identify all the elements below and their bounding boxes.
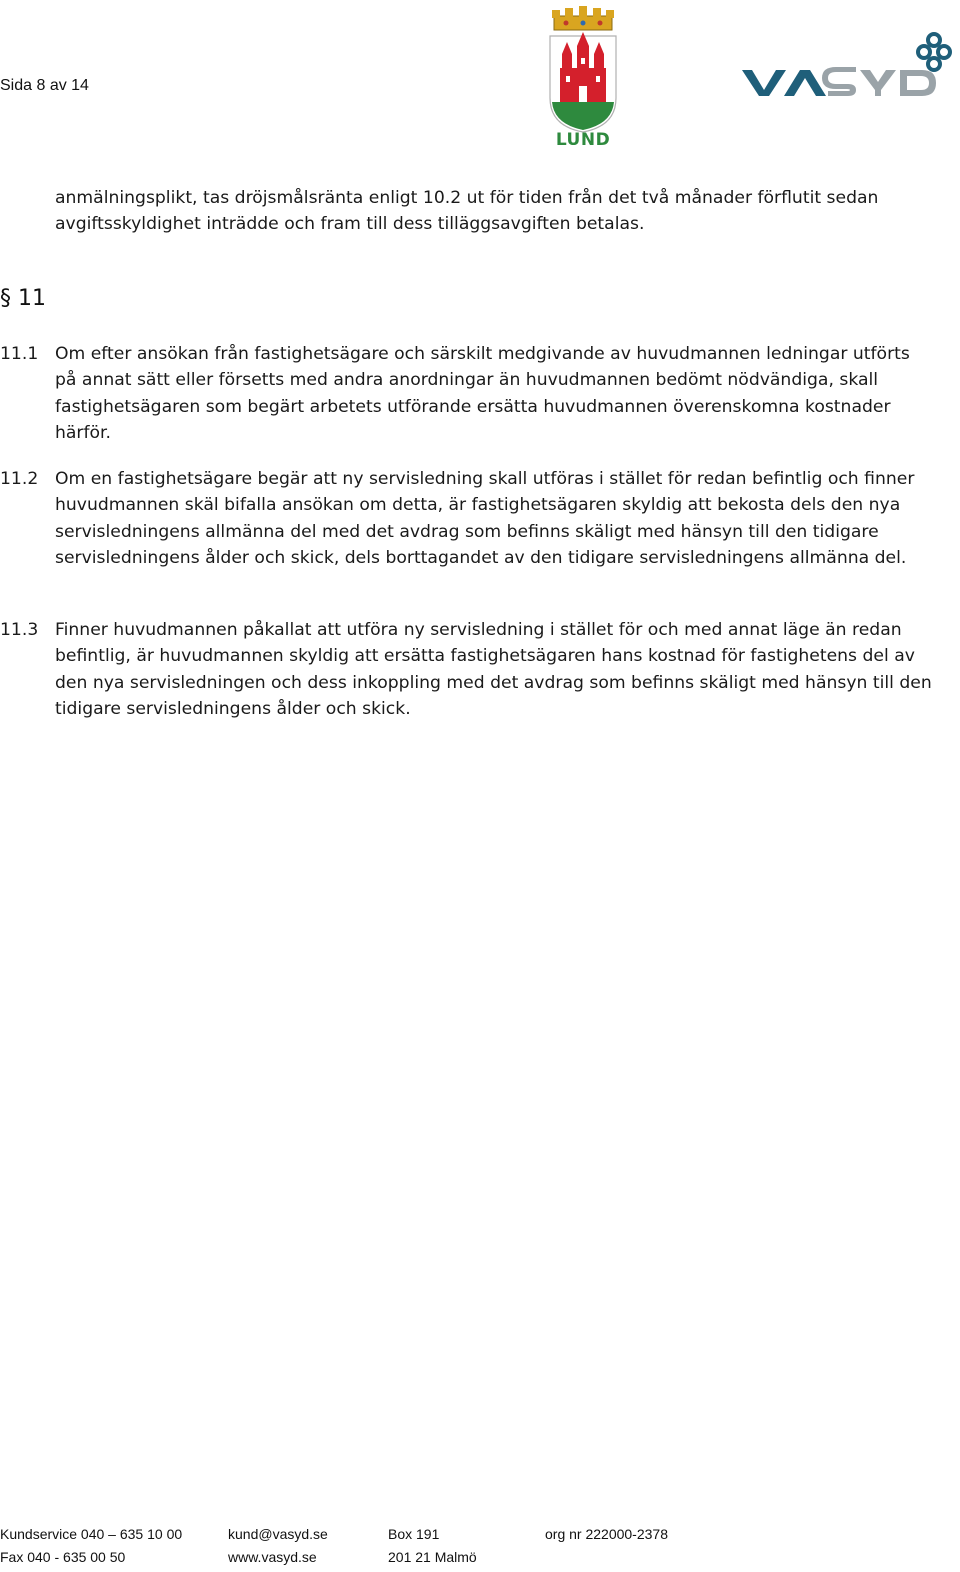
footer-email-link[interactable]: kund@vasyd.se [228,1526,328,1542]
clause-number: 11.2 [0,469,39,489]
clause-11-1 [0,341,940,451]
footer-box: Box 191 [388,1526,440,1542]
section-heading: § 11 [0,286,46,311]
footer-website-link[interactable]: www.vasyd.se [228,1549,317,1565]
clause-number: 11.1 [0,344,39,364]
footer-row [0,1549,960,1572]
footer [0,1526,960,1572]
clause-11-2 [0,466,940,601]
footer-row [0,1526,960,1549]
clause-11-3 [0,617,940,727]
footer-org-number: org nr 222000-2378 [545,1526,668,1542]
vasyd-logo [740,30,960,100]
clause-text: Om en fastighetsägare begär att ny servisledning skall utföras i stället för redan befintlig och finner huvudmannen skäl bifalla ansökan om detta, är fastighetsägaren skyldig att bekosta dels den nya servisledningens allmänna del med det avdrag som befinns skäligt med hänsyn till den tidigare servisledningens ålder och skick, dels borttagandet av den tidigare servisledningens allmänna del. [55,469,915,568]
footer-postal-address: 201 21 Malmö [388,1549,477,1565]
lund-logo-text: LUND [555,130,611,150]
page-number: Sida 8 av 14 [0,77,89,94]
clause-text: Finner huvudmannen påkallat att utföra ny servisledning i stället för och med annat läge än redan befintlig, är huvudmannen skyldig att ersätta fastighetsägaren hans kostnad för fastighetens del av den nya servisledningen och dess inkoppling med det avdrag som befinns skäligt med hänsyn till den tidigare servisledningens ålder och skick. [55,620,932,719]
intro-paragraph: anmälningsplikt, tas dröjsmålsränta enligt 10.2 ut för tiden från det två månader förflutit sedan avgiftsskyldighet inträdde och fram till dess tilläggsavgiften betalas. [55,188,879,235]
footer-fax: Fax 040 - 635 00 50 [0,1549,126,1565]
clause-text: Om efter ansökan från fastighetsägare och särskilt medgivande av huvudmannen ledningar utförts på annat sätt eller försetts med andra anordningar än huvudmannen bedömt nödvändiga, skall fastighetsägaren som begärt arbetets utförande ersätta huvudmannen överenskomna kostnader härför. [55,344,910,443]
footer-customer-service: Kundservice 040 – 635 10 00 [0,1526,183,1542]
clause-number: 11.3 [0,620,39,640]
